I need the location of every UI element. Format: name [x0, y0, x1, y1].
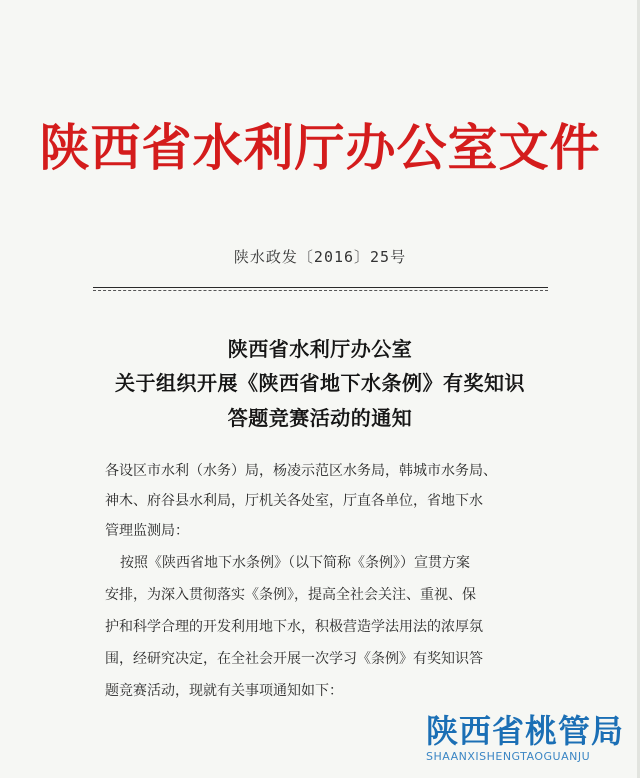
- body-line: 安排，为深入贯彻落实《条例》，提高全社会关注、重视、保: [105, 587, 476, 603]
- watermark-main-text: 陕西省桃管局: [426, 712, 625, 750]
- header-divider-secondary: [93, 290, 548, 291]
- body-line: 题竞赛活动，现就有关事项通知如下：: [105, 683, 343, 699]
- watermark-sub-text: SHAANXISHENGTAOGUANJU: [426, 750, 591, 763]
- body-line: 神木、府谷县水利局，厅机关各处室，厅直各单位，省地下水: [105, 493, 483, 509]
- header-divider: [93, 287, 548, 288]
- document-number: 陕水政发〔2016〕25号: [233, 248, 407, 266]
- body-line: 护和科学合理的开发利用地下水，积极营造学法用法的浓厚氛: [105, 619, 483, 635]
- site-watermark: [426, 712, 624, 764]
- body-line: 各设区市水利（水务）局，杨凌示范区水务局，韩城市水务局、: [105, 463, 497, 479]
- notice-title-line-2: 关于组织开展《陕西省地下水条例》有奖知识: [115, 371, 525, 395]
- notice-title-line-3: 答题竞赛活动的通知: [227, 406, 413, 430]
- document-header-title: 陕西省水利厅办公室文件: [39, 118, 601, 177]
- notice-title-line-1: 陕西省水利厅办公室: [227, 337, 413, 361]
- body-line: 管理监测局：: [105, 523, 189, 539]
- body-line: 围，经研究决定，在全社会开展一次学习《条例》有奖知识答: [105, 651, 483, 667]
- body-line: 按照《陕西省地下水条例》（以下简称《条例》）宣贯方案: [120, 555, 470, 571]
